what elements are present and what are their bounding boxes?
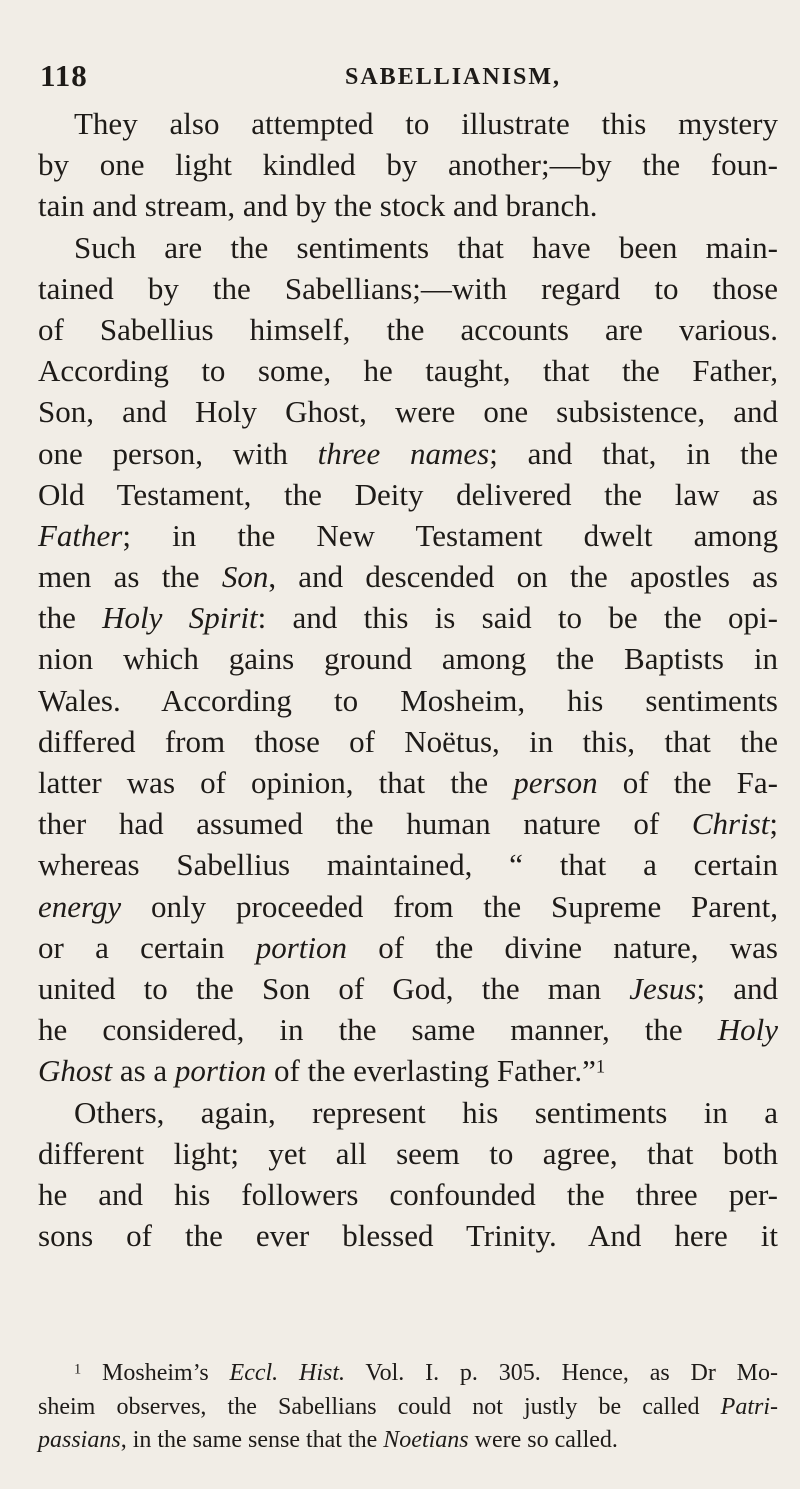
text-run: different light; yet all seem to agree, that both (38, 1135, 778, 1171)
text-run: Son, and Holy Ghost, were one subsistence, and (38, 394, 778, 430)
footnote-line (38, 1424, 778, 1458)
text-line (38, 391, 778, 432)
text-run: by one light kindled by another;—by the foun- (38, 147, 778, 183)
text-run: sheim observes, the Sabellians could not justly be called (38, 1393, 721, 1420)
text-line (38, 185, 778, 226)
running-head (40, 58, 780, 98)
text-run: tain and stream, and by the stock and branch. (38, 188, 598, 224)
text-run: , in the same sense that the (120, 1427, 384, 1453)
text-line (38, 103, 778, 144)
italic-text: energy (38, 888, 122, 924)
text-line (38, 227, 778, 268)
text-run: latter was of opinion, that the (38, 765, 514, 800)
italic-text: Patri- (720, 1393, 778, 1420)
text-run: the (38, 600, 103, 636)
text-line (38, 474, 778, 515)
text-run: he and his followers confounded the three per- (38, 1176, 778, 1212)
italic-text: Jesus (629, 970, 697, 1006)
text-line (38, 350, 778, 391)
text-run: differed from those of Noëtus, in this, that the (38, 723, 778, 759)
text-line (38, 268, 778, 309)
text-line (38, 433, 778, 474)
text-line (38, 721, 778, 762)
text-run: ; in the New Testament dwelt among (122, 517, 778, 553)
text-run: one person, with (38, 435, 318, 471)
text-line (38, 556, 778, 597)
text-run: According to some, he taught, that the Father, (38, 353, 778, 389)
text-run: Others, again, represent his sentiments in a (74, 1094, 778, 1130)
text-line (38, 144, 778, 185)
text-run: sons of the ever blessed Trinity. And here it (38, 1218, 778, 1254)
text-run: men as the (38, 559, 222, 595)
text-run: Old Testament, the Deity delivered the law as (38, 476, 778, 512)
running-title: SABELLIANISM, (345, 64, 562, 90)
page-number: 118 (40, 58, 88, 93)
italic-text: Son (221, 559, 269, 595)
italic-text: three names (317, 435, 490, 471)
text-line (38, 968, 778, 1009)
text-run: of the Fa- (597, 765, 778, 800)
text-run: nion which gains ground among the Baptists in (38, 641, 778, 677)
text-run: as a (112, 1053, 175, 1089)
text-run: They also attempted to illustrate this mystery (74, 106, 778, 141)
italic-text: Holy Spirit (102, 600, 258, 636)
text-run: or a certain (38, 929, 256, 965)
text-line (38, 1009, 778, 1050)
text-line (38, 844, 778, 885)
italic-text: Ghost (38, 1053, 113, 1089)
italic-text: Noetians (383, 1427, 469, 1453)
text-line (38, 1050, 778, 1091)
text-run: Wales. According to Mosheim, his sentiments (38, 682, 778, 718)
body-text (38, 103, 778, 1256)
text-line (38, 1174, 778, 1215)
text-run: ther had assumed the human nature of (38, 806, 692, 842)
text-run: whereas Sabellius maintained, “ that a certain (38, 847, 778, 883)
italic-text: Christ (691, 806, 770, 842)
text-run: of the everlasting Father.” (266, 1053, 596, 1089)
text-run: were so called. (468, 1427, 618, 1453)
text-run: Such are the sentiments that have been main- (74, 229, 778, 265)
text-run: of Sabellius himself, the accounts are various. (38, 311, 778, 347)
footnote-line (38, 1391, 778, 1425)
text-line (38, 803, 778, 844)
text-run: Vol. I. p. 305. Hence, as Dr Mo- (345, 1360, 778, 1386)
text-run: tained by the Sabellians;—with regard to those (38, 270, 778, 306)
text-line (38, 886, 778, 927)
text-run: ; (769, 806, 778, 842)
text-run: ; and (696, 970, 778, 1006)
text-line (38, 515, 778, 556)
text-line (38, 309, 778, 350)
text-line (38, 597, 778, 638)
footnote-marker: 1 (74, 1361, 82, 1378)
text-run: ; and that, in the (489, 435, 778, 471)
italic-text: Eccl. Hist. (229, 1360, 345, 1386)
text-line (38, 762, 778, 803)
text-run: : and this is said to be the opi- (257, 600, 778, 636)
text-run: united to the Son of God, the man (38, 970, 630, 1006)
text-line (38, 680, 778, 721)
italic-text: person (513, 765, 598, 800)
italic-text: Father (38, 517, 123, 553)
text-run: , and descended on the apostles as (268, 559, 778, 595)
italic-text: portion (174, 1053, 267, 1089)
text-run: Mosheim’s (81, 1360, 230, 1386)
italic-text: portion (255, 929, 348, 965)
footnote-marker: 1 (595, 1056, 606, 1078)
italic-text: Holy (717, 1012, 778, 1048)
footnote-line (38, 1357, 778, 1391)
text-line (38, 1092, 778, 1133)
text-run: of the divine nature, was (347, 929, 778, 965)
footnotes (38, 1357, 778, 1458)
text-line (38, 1215, 778, 1256)
italic-text: passians (38, 1427, 121, 1453)
text-line (38, 927, 778, 968)
text-line (38, 1133, 778, 1174)
text-line (38, 638, 778, 679)
text-run: he considered, in the same manner, the (38, 1012, 718, 1048)
text-run: only proceeded from the Supreme Parent, (121, 888, 778, 924)
